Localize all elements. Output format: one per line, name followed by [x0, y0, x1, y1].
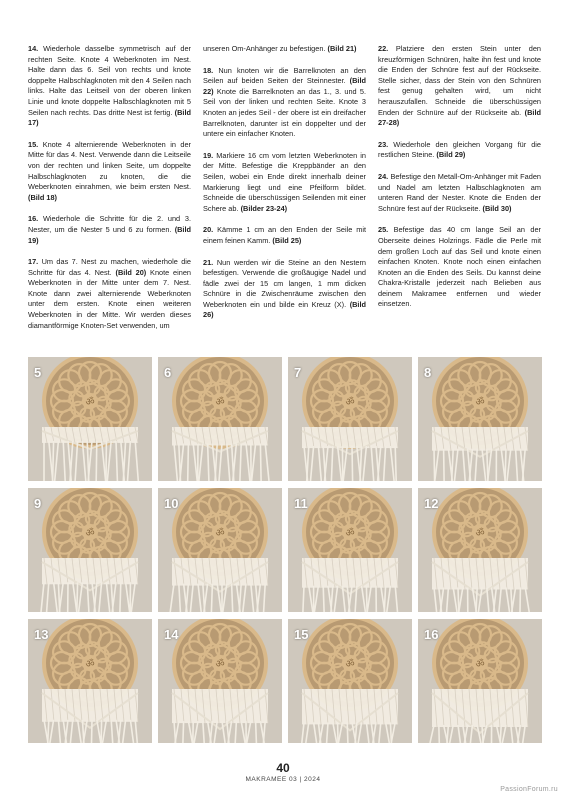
- step-text: Befestige den Metall-Om-Anhänger mit Faden und Nadel am letzten Halbschlagknoten am unteren Rand der Nester. Knote die Enden der Schnüre fest auf der Rückseite.: [378, 171, 541, 213]
- svg-text:ॐ: ॐ: [215, 397, 225, 408]
- figure-reference: (Bild 27-28): [378, 107, 541, 128]
- instruction-step: [378, 140, 541, 161]
- instruction-step: [28, 257, 191, 331]
- instruction-step: [378, 225, 541, 310]
- step-number: 21.: [203, 257, 214, 267]
- step-photo: [288, 619, 412, 743]
- svg-text:ॐ: ॐ: [475, 397, 485, 408]
- step-photo: [28, 619, 152, 743]
- step-number: 16.: [28, 214, 39, 224]
- step-number: 14.: [28, 44, 39, 53]
- column-1: [28, 44, 191, 342]
- step-number: 18.: [203, 65, 214, 75]
- text-columns: [28, 44, 542, 342]
- step-photo: [288, 488, 412, 612]
- step-photo: [158, 488, 282, 612]
- step-number: 15.: [28, 139, 39, 149]
- figure-reference: (Bilder 23-24): [240, 203, 288, 213]
- step-photo: [28, 357, 152, 481]
- instruction-step: [28, 140, 191, 204]
- step-number: 22.: [378, 44, 389, 53]
- instruction-step: [378, 172, 541, 214]
- step-photo: [418, 488, 542, 612]
- photo-step-number: 12: [424, 496, 439, 511]
- step-number: 23.: [378, 139, 389, 149]
- photo-grid: [28, 357, 544, 743]
- photo-step-number: 10: [164, 496, 179, 511]
- step-photo: [288, 357, 412, 481]
- page-number: 40: [276, 761, 290, 775]
- watermark: PassionForum.ru: [500, 786, 558, 793]
- photo-step-number: 5: [34, 365, 42, 380]
- step-text: Befestige das 40 cm lange Seil an der Oberseite deines Holzrings. Fädle die Perle mit dem großen Loch auf das Seil und knote einen einfachen Knoten. Knote noch einen einfachen Knoten an die Enden des Seils. Du kannst deine Chakra-Kristalle jederzeit nach Belieben aus deinem Makramee entfernen und wieder einsetzen.: [378, 225, 541, 309]
- figure-reference: (Bild 25): [272, 235, 302, 245]
- instruction-step: [203, 66, 366, 140]
- svg-text:ॐ: ॐ: [85, 659, 95, 670]
- svg-text:ॐ: ॐ: [345, 528, 355, 539]
- step-text: Knote 4 alternierende Weberknoten in der Mitte für das 4. Nest. Verwende dann die Leitseile von der rechten und linken Seite, um doppelte Halbschlagknoten zu knoten, die die Weberknoten einrahmen, wie beim ersten Nest.: [28, 139, 191, 192]
- photo-step-number: 13: [34, 627, 49, 642]
- photo-step-number: 14: [164, 627, 179, 642]
- step-text: Wiederhole die Schritte für die 2. und 3. Nester, um die Nester 5 und 6 zu formen.: [28, 214, 191, 234]
- macrame-illustration: [158, 357, 282, 481]
- svg-text:ॐ: ॐ: [475, 528, 485, 539]
- step-text: Wiederhole den gleichen Vorgang für die restlichen Steine.: [378, 139, 542, 160]
- instruction-step: [378, 44, 541, 129]
- instruction-step: [203, 258, 366, 322]
- step-number: 20.: [203, 225, 214, 235]
- step-number: 17.: [28, 257, 39, 267]
- photo-step-number: 16: [424, 627, 439, 642]
- figure-reference: (Bild 22): [203, 76, 366, 96]
- column-2: [203, 44, 366, 342]
- figure-reference: (Bild 19): [28, 224, 192, 245]
- photo-step-number: 11: [294, 496, 308, 511]
- svg-text:ॐ: ॐ: [345, 659, 355, 670]
- photo-step-number: 8: [424, 365, 432, 380]
- instruction-step: [203, 44, 366, 55]
- step-text-continued: Knote die Barrelknoten an das 1., 3. und 5. Seil von der linken und rechten Seite. Knote 3 Knoten an jedes Seil - der obere ist ein dreifacher Barrelknoten, darunter ist ein doppelter und der untere ein einfacher Knoten.: [203, 86, 366, 139]
- step-text: Platziere den ersten Stein unter den kreuzförmigen Schnüren, halte ihn fest und knote die Enden der Schnüre fest auf der Rückseite. Stelle sicher, dass der Stein von den Schnüren fest genug gehalten wird, um nicht herauszufallen. Schneide die überschüssigen Enden der Schnüre auf der Rückseite ab.: [378, 44, 541, 117]
- step-text: unseren Om-Anhänger zu befestigen.: [203, 44, 326, 53]
- figure-reference: (Bild 17): [28, 107, 191, 128]
- instruction-step: [203, 151, 366, 215]
- page-footer: [0, 762, 566, 783]
- step-text: Nun werden wir die Steine an den Nestern befestigen. Verwende die großäugige Nadel und fädle zwei der 15 cm langen, 1 mm dicken Schnüre in die Zwischenräume zwischen den Weberknoten ein und bilde ein Kreuz (X).: [203, 257, 366, 309]
- photo-step-number: 6: [164, 365, 172, 380]
- macrame-illustration: [28, 488, 152, 612]
- step-number: 25.: [378, 225, 389, 235]
- figure-reference: (Bild 21): [327, 44, 357, 53]
- step-number: 19.: [203, 150, 214, 160]
- step-photo: [28, 488, 152, 612]
- step-photo: [158, 357, 282, 481]
- column-3: [378, 44, 541, 342]
- figure-reference: (Bild 18): [28, 192, 57, 202]
- svg-text:ॐ: ॐ: [85, 397, 95, 408]
- svg-text:ॐ: ॐ: [475, 659, 485, 670]
- figure-reference: (Bild 30): [482, 203, 512, 213]
- step-text: Nun knoten wir die Barrelknoten an den Seilen auf beiden Seiten der Steinnester.: [203, 65, 366, 86]
- figure-reference: (Bild 26): [203, 299, 367, 320]
- svg-text:ॐ: ॐ: [215, 528, 225, 539]
- step-text: Markiere 16 cm vom letzten Weberknoten in der Mitte. Befestige die Kreppbänder an den Seilen, wobei ein Ende direkt innerhalb deiner Markierung liegt und eine Pfeilform bildet. Schneide die überschüssigen Seilenden mit einer Schere ab.: [203, 150, 366, 213]
- svg-text:ॐ: ॐ: [215, 659, 225, 670]
- instruction-step: [203, 225, 366, 246]
- svg-text:ॐ: ॐ: [85, 528, 95, 539]
- step-text: Um das 7. Nest zu machen, wiederhole die Schritte für das 4. Nest.: [28, 257, 191, 277]
- magazine-issue: MAKRAMEE 03 | 2024: [245, 776, 321, 783]
- figure-reference: (Bild 20): [115, 267, 147, 277]
- step-number: 24.: [378, 171, 389, 181]
- step-photo: [418, 357, 542, 481]
- instruction-step: [28, 214, 191, 246]
- step-text: Wiederhole dasselbe symmetrisch auf der rechten Seite. Knote 4 Weberknoten im Nest. Halte dann das 6. Seil von rechts und knote doppelte Halbschlagknoten mit den 4 Seilen nach links. Halte das Leitseil von der oberen linken Linie und knote doppelte Halbschlagknoten mit 5 Seilen nach rechts. Das dritte Nest ist fertig.: [28, 44, 191, 117]
- macrame-illustration: [288, 357, 412, 481]
- figure-reference: (Bild 29): [436, 150, 466, 160]
- svg-text:ॐ: ॐ: [345, 397, 355, 408]
- macrame-illustration: [418, 357, 542, 481]
- photo-step-number: 7: [294, 365, 302, 380]
- step-text: Kämme 1 cm an den Enden der Seile mit einem feinen Kamm.: [203, 225, 367, 245]
- instruction-step: [28, 44, 191, 129]
- photo-step-number: 9: [34, 496, 42, 511]
- photo-step-number: 15: [294, 627, 309, 642]
- step-photo: [418, 619, 542, 743]
- step-text-continued: Knote einen Weberknoten in der Mitte unter dem 7. Nest. Knote dann zwei alternierende Weberknoten unter dem ersten. Knote einen weiteren Weberknoten in der Mitte. Wir werden dieses diamantförmige Knoten-Set verwenden, um: [28, 267, 191, 330]
- macrame-illustration: [28, 357, 152, 481]
- step-photo: [158, 619, 282, 743]
